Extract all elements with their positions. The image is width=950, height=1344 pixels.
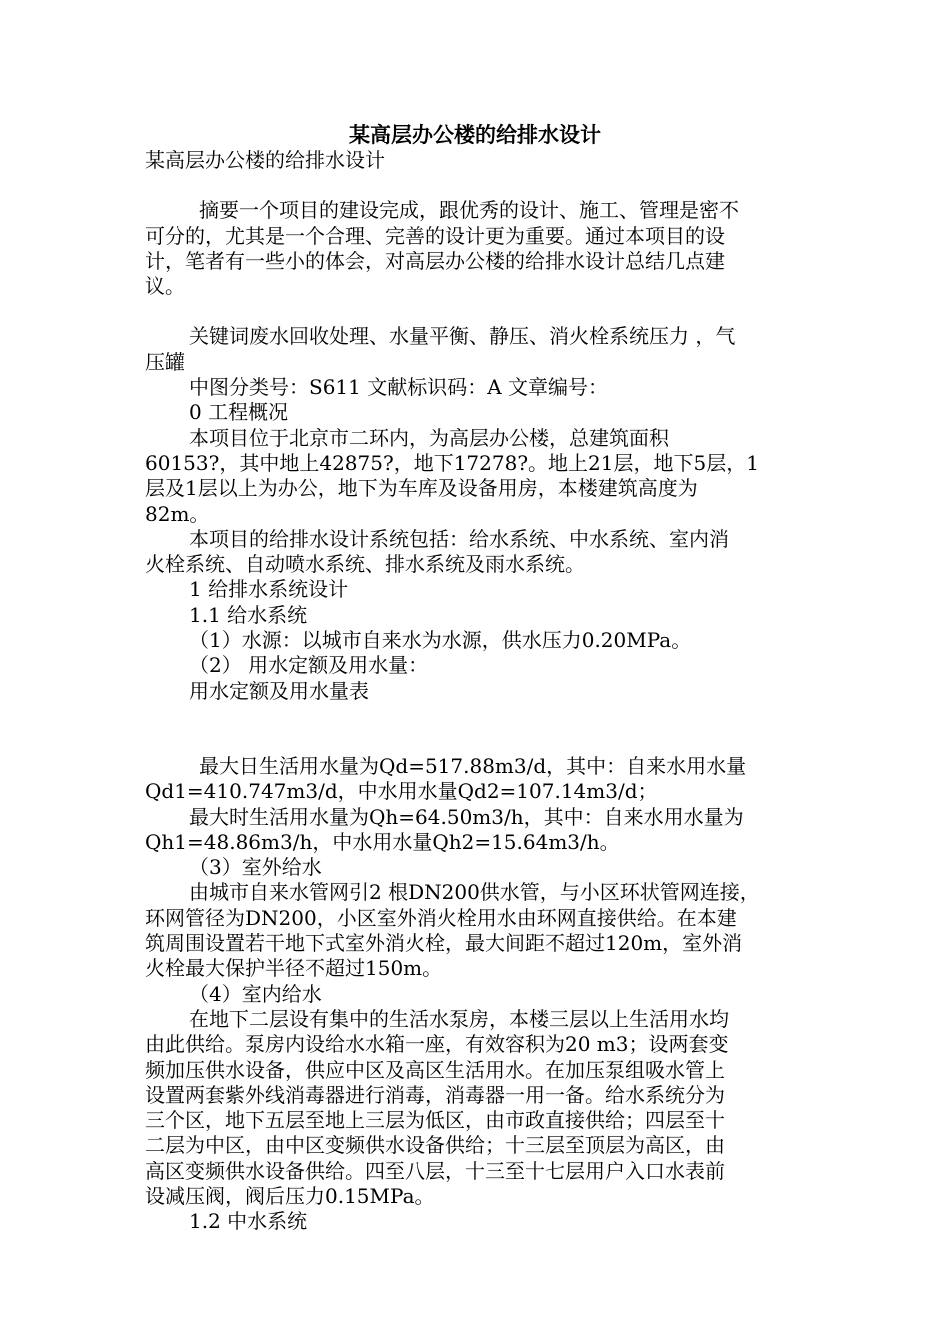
section-heading: 1 给排水系统设计 xyxy=(189,577,349,602)
spacer xyxy=(145,299,810,324)
paragraph-line: 火栓系统、自动喷水系统、排水系统及雨水系统。 xyxy=(145,552,585,577)
section-heading: 0 工程概况 xyxy=(189,400,289,425)
abstract-line: 可分的，尤其是一个合理、完善的设计更为重要。通过本项目的设 xyxy=(145,223,725,248)
list-item: （4）室内给水 xyxy=(189,981,322,1006)
paragraph-line: Qh1=48.86m3/h，中水用水量Qh2=15.64m3/h。 xyxy=(145,829,620,854)
table-caption: 用水定额及用水量表 xyxy=(189,678,369,703)
paragraph-line: 二层为中区，由中区变频供水设备供给；十三层至顶层为高区，由 xyxy=(145,1133,725,1158)
keywords-line: 压罐 xyxy=(145,349,185,374)
paragraph-line: 本项目的给排水设计系统包括：给水系统、中水系统、室内消 xyxy=(189,526,729,551)
spacer xyxy=(145,173,810,198)
paragraph-line: Qd1=410.747m3/d，中水用水量Qd2=107.14m3/d； xyxy=(145,779,658,804)
document-title: 某高层办公楼的给排水设计 xyxy=(349,122,601,147)
list-item: （3）室外给水 xyxy=(189,855,322,880)
paragraph-line: 频加压供水设备，供应中区及高区生活用水。在加压泵组吸水管上 xyxy=(145,1057,725,1082)
paragraph-line: 在地下二层设有集中的生活水泵房，本楼三层以上生活用水均 xyxy=(189,1006,729,1031)
keywords-line: 关键词废水回收处理、水量平衡、静压、消火栓系统压力 ，气 xyxy=(189,324,736,349)
paragraph-line: 由城市自来水管网引2 根DN200供水管，与小区环状管网连接， xyxy=(189,880,760,905)
subtitle-line: 某高层办公楼的给排水设计 xyxy=(145,148,385,172)
list-item: （1）水源：以城市自来水为水源，供水压力0.20MPa。 xyxy=(189,628,692,653)
spacer xyxy=(145,704,810,754)
subsection-heading: 1.2 中水系统 xyxy=(189,1209,308,1234)
abstract-line: 摘要一个项目的建设完成，跟优秀的设计、施工、管理是密不 xyxy=(199,198,739,223)
paragraph-line: 最大时生活用水量为Qh=64.50m3/h，其中：自来水用水量为 xyxy=(189,804,744,829)
paragraph-line: 设减压阀，阀后压力0.15MPa。 xyxy=(145,1183,435,1208)
paragraph-line: 筑周围设置若干地下式室外消火栓，最大间距不超过120m，室外消 xyxy=(145,931,743,956)
paragraph-line: 三个区，地下五层至地上三层为低区，由市政直接供给；四层至十 xyxy=(145,1108,725,1133)
abstract-line: 计，笔者有一些小的体会，对高层办公楼的给排水设计总结几点建 xyxy=(145,248,725,273)
paragraph-line: 火栓最大保护半径不超过150m。 xyxy=(145,956,443,981)
abstract-line: 议。 xyxy=(145,274,185,299)
paragraph-line: 82m。 xyxy=(145,501,210,526)
document-body xyxy=(145,148,810,1235)
subsection-heading: 1.1 给水系统 xyxy=(189,602,308,627)
paragraph-line: 设置两套紫外线消毒器进行消毒，消毒器一用一备。给水系统分为 xyxy=(145,1082,725,1107)
paragraph-line: 高区变频供水设备供给。四至八层，十三至十七层用户入口水表前 xyxy=(145,1158,725,1183)
paragraph-line: 由此供给。泵房内设给水水箱一座，有效容积为20 m3；设两套变 xyxy=(145,1032,729,1057)
paragraph-line: 层及1层以上为办公，地下为车库及设备用房，本楼建筑高度为 xyxy=(145,476,698,501)
list-item: （2） 用水定额及用水量： xyxy=(189,653,429,678)
paragraph-line: 环网管径为DN200，小区室外消火栓用水由环网直接供给。在本建 xyxy=(145,905,737,930)
paragraph-line: 60153?，其中地上42875?，地下17278?。地上21层，地下5层，1 xyxy=(145,450,759,475)
paragraph-line: 最大日生活用水量为Qd=517.88m3/d，其中：自来水用水量 xyxy=(199,753,747,778)
classification-line: 中图分类号：S611 文献标识码：A 文章编号： xyxy=(189,375,609,400)
paragraph-line: 本项目位于北京市二环内，为高层办公楼，总建筑面积 xyxy=(189,425,669,450)
